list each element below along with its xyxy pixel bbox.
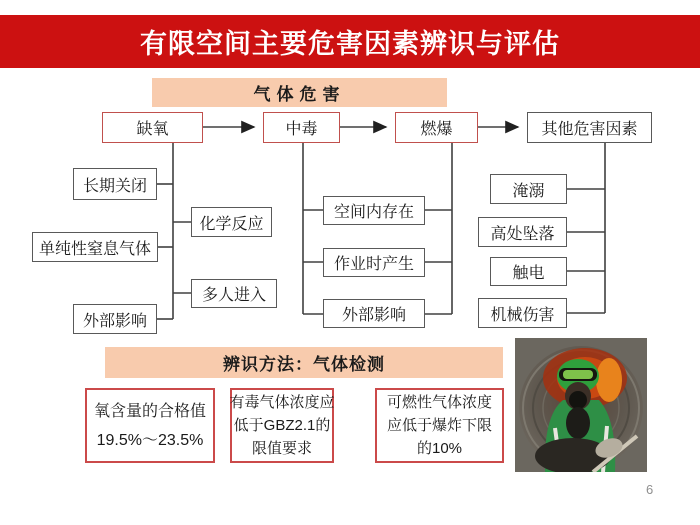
node-simple-asphyxiant-gas: 单纯性窒息气体	[32, 232, 158, 262]
node-chemical-reaction: 化学反应	[191, 207, 272, 237]
toxic-gas-criterion-box	[230, 388, 334, 463]
node-external-influence-left: 外部影响	[73, 304, 157, 334]
node-fall-from-height: 高处坠落	[478, 217, 567, 247]
detection-method-header: 辨识方法：气体检测	[105, 347, 503, 378]
node-electric-shock: 触电	[490, 257, 567, 286]
toxic-criterion-line2: 低于GBZ2.1的	[233, 417, 331, 434]
node-other-hazards: 其他危害因素	[527, 112, 652, 143]
page-number: 6	[646, 482, 654, 497]
node-poisoning: 中毒	[263, 112, 340, 143]
confined-space-photo	[515, 338, 647, 472]
flammable-criterion-line2: 应低于爆炸下限	[386, 417, 492, 434]
node-long-term-closure: 长期关闭	[73, 168, 157, 200]
oxygen-criterion-line1: 氧含量的合格值	[93, 402, 206, 420]
node-drowning: 淹溺	[490, 174, 567, 204]
node-exists-in-space: 空间内存在	[323, 196, 425, 225]
gas-hazard-header: 气体危害	[152, 78, 447, 107]
page-title: 有限空间主要危害因素辨识与评估	[140, 29, 560, 59]
title-banner	[0, 15, 700, 68]
node-generated-during-operation: 作业时产生	[323, 248, 425, 277]
oxygen-criterion-line2: 19.5%～23.5%	[96, 431, 204, 449]
node-oxygen-deficiency: 缺氧	[102, 112, 203, 143]
flammable-criterion-line3: 的10%	[416, 440, 463, 457]
node-multi-person-entry: 多人进入	[191, 279, 277, 308]
toxic-criterion-line1: 有毒气体浓度应	[229, 394, 335, 411]
toxic-criterion-line3: 限值要求	[251, 440, 312, 457]
flammable-criterion-line1: 可燃性气体浓度	[386, 394, 492, 411]
node-mechanical-injury: 机械伤害	[478, 298, 567, 328]
oxygen-criterion-box	[85, 388, 215, 463]
node-explosion: 燃爆	[395, 112, 478, 143]
node-external-influence-middle: 外部影响	[323, 299, 425, 328]
flammable-gas-criterion-box	[375, 388, 504, 463]
